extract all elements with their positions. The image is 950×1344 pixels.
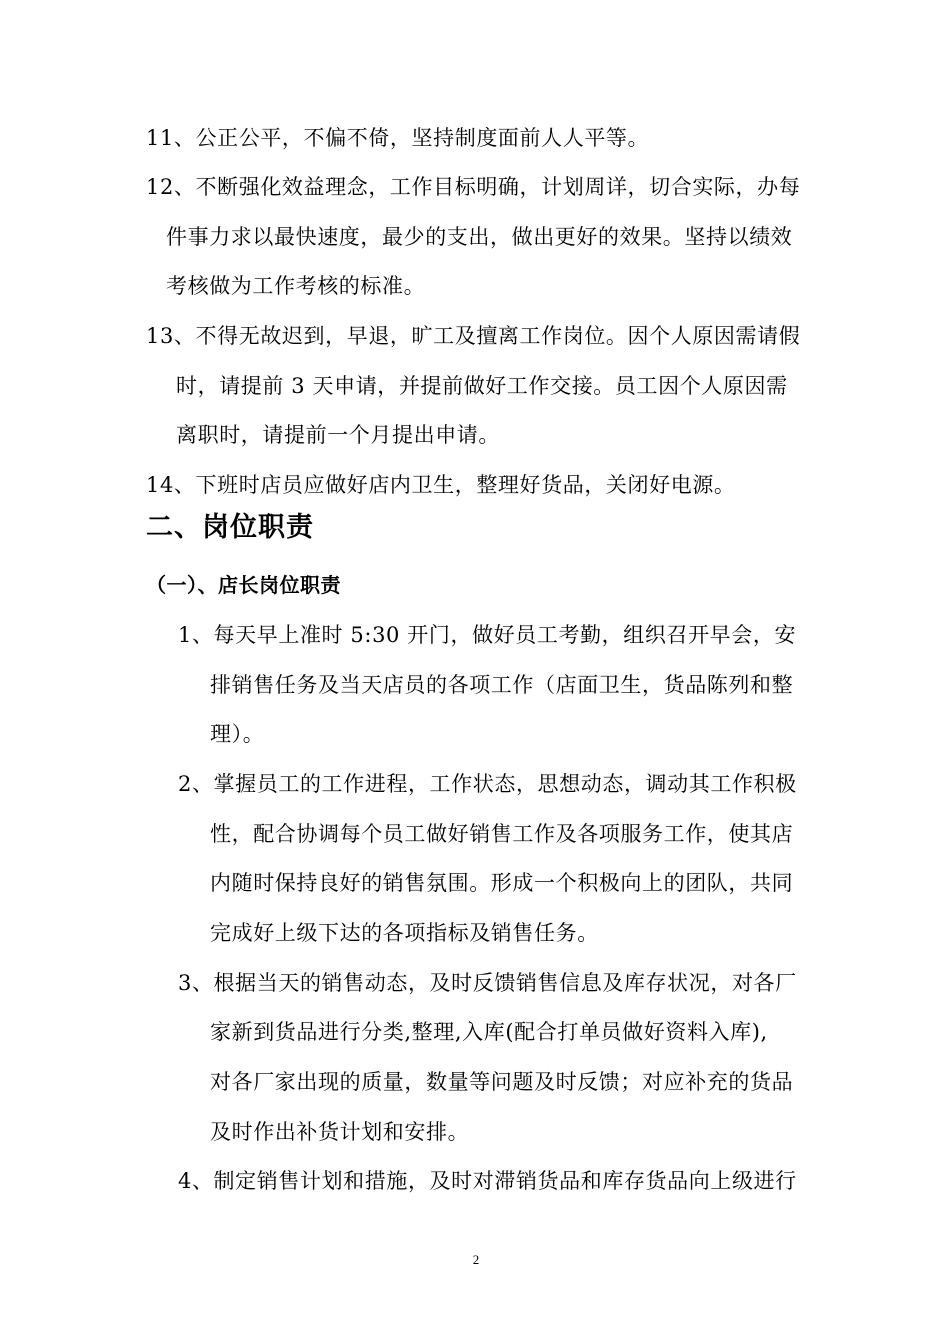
duty-1-line-2: 排销售任务及当天店员的各项工作（店面卫生，货品陈列和整 <box>210 673 794 697</box>
rule-12-line-1: 12、不断强化效益理念，工作目标明确，计划周详，切合实际，办每 <box>146 175 801 199</box>
rule-12-line-2: 件事力求以最快速度，最少的支出，做出更好的效果。坚持以绩效 <box>166 225 793 249</box>
page-number: 2 <box>472 1252 480 1267</box>
rule-13-line-3: 离职时，请提前一个月提出申请。 <box>176 423 500 447</box>
duty-2-line-2: 性，配合协调每个员工做好销售工作及各项服务工作，使其店 <box>210 822 794 846</box>
section-title: 二、岗位职责 <box>146 512 314 543</box>
rule-13-line-2: 时，请提前 3 天申请，并提前做好工作交接。员工因个人原因需 <box>176 374 788 398</box>
rule-11-line-1: 11、公正公平，不偏不倚，坚持制度面前人人平等。 <box>146 126 650 150</box>
duty-1-line-1: 1、每天早上准时 5:30 开门，做好员工考勤，组织召开早会，安 <box>178 623 797 647</box>
rule-14-line-1: 14、下班时店员应做好店内卫生，整理好货品，关闭好电源。 <box>146 473 736 497</box>
duty-2-line-3: 内随时保持良好的销售氛围。形成一个积极向上的团队，共同 <box>210 871 794 895</box>
duty-3-line-4: 及时作出补货计划和安排。 <box>210 1120 470 1144</box>
duty-2-line-1: 2、掌握员工的工作进程，工作状态，思想动态，调动其工作积极 <box>178 772 797 796</box>
duty-3-line-3: 对各厂家出现的质量，数量等问题及时反馈；对应补充的货品 <box>210 1070 794 1094</box>
duty-3-line-2: 家新到货品进行分类,整理,入库(配合打单员做好资料入库), <box>210 1020 768 1044</box>
rule-13-line-1: 13、不得无故迟到，早退，旷工及擅离工作岗位。因个人原因需请假 <box>146 324 801 348</box>
subsection-title: （一）、店长岗位职责 <box>146 573 341 597</box>
duty-4-line-1: 4、制定销售计划和措施，及时对滞销货品和库存货品向上级进行 <box>178 1169 797 1193</box>
duty-2-line-4: 完成好上级下达的各项指标及销售任务。 <box>210 921 599 945</box>
rule-12-line-3: 考核做为工作考核的标准。 <box>166 274 426 298</box>
duty-3-line-1: 3、根据当天的销售动态，及时反馈销售信息及库存状况，对各厂 <box>178 971 797 995</box>
duty-1-line-3: 理）。 <box>210 722 265 746</box>
